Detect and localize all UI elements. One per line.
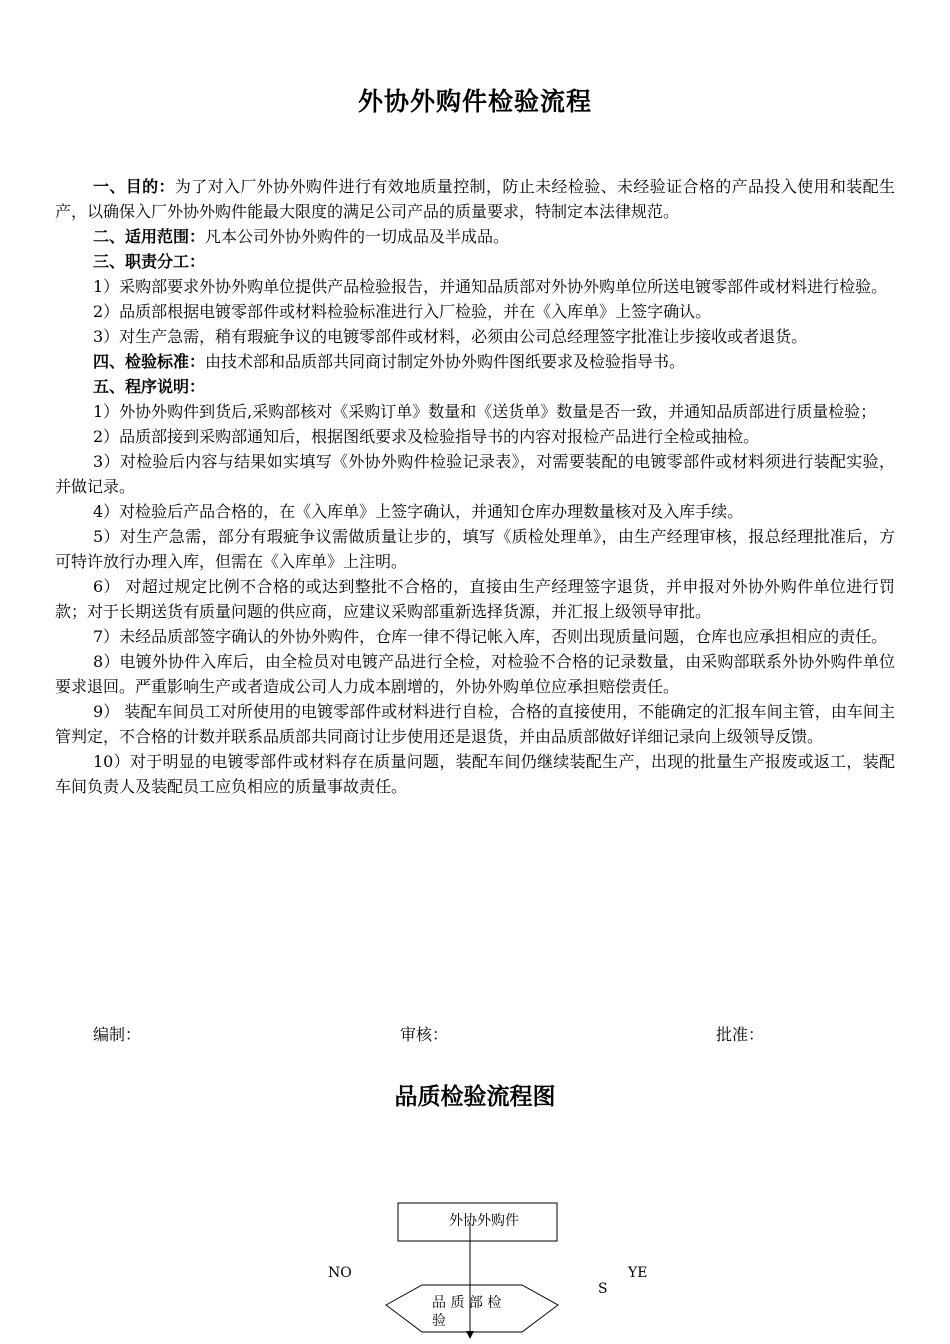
document-paragraph	[55, 349, 895, 374]
paragraph-text: 8）电镀外协件入库后，由全检员对电镀产品进行全检，对检验不合格的记录数量，由采购部联系外协外购件单位要求退回。严重影响生产或者造成公司人力成本剧增的，外协外购单位应承担赔偿责任。	[55, 652, 895, 696]
flow-node-inspect-label-line2: 验	[432, 1313, 446, 1329]
paragraph-text: 1）采购部要求外协外购单位提供产品检验报告，并通知品质部对外协外购单位所送电镀零部件或材料进行检验。	[93, 277, 888, 296]
document-paragraph	[55, 324, 895, 349]
paragraph-text: 10）对于明显的电镀零部件或材料存在质量问题，装配车间仍继续装配生产，出现的批量生产报废或返工，装配车间负责人及装配员工应负相应的质量事故责任。	[55, 752, 895, 796]
section-heading: 五、程序说明：	[93, 377, 206, 396]
signature-row	[0, 1022, 950, 1048]
section-heading: 三、职责分工：	[93, 252, 206, 271]
paragraph-text: 7）未经品质部签字确认的外协外购件，仓库一律不得记帐入库，否则出现质量问题，仓库也应承担相应的责任。	[93, 627, 888, 646]
document-paragraph	[55, 249, 895, 274]
document-paragraph	[55, 574, 895, 624]
paragraph-text: 1）外协外购件到货后,采购部核对《采购订单》数量和《送货单》数量是否一致，并通知品质部进行质量检验；	[93, 402, 877, 421]
document-paragraph	[55, 449, 895, 499]
section-heading: 一、目的：	[93, 177, 175, 196]
flow-label-yes-part2: S	[598, 1281, 608, 1297]
flow-arrow-head	[466, 1331, 474, 1339]
document-paragraph	[55, 299, 895, 324]
section-heading: 二、适用范围：	[93, 227, 206, 246]
paragraph-text: 为了对入厂外协外购件进行有效地质量控制，防止未经检验、未经验证合格的产品投入使用和装配生产，以确保入厂外协外购件能最大限度的满足公司产品的质量要求，特制定本法律规范。	[55, 177, 895, 221]
paragraph-text: 4）对检验后产品合格的，在《入库单》上签字确认，并通知仓库办理数量核对及入库手续。	[93, 502, 744, 521]
flow-label-yes-part1: YE	[628, 1265, 648, 1281]
paragraph-text: 由技术部和品质部共同商讨制定外协外购件图纸要求及检验指导书。	[205, 352, 686, 371]
paragraph-text: 6） 对超过规定比例不合格的或达到整批不合格的，直接由生产经理签字退货，并申报对外协外购件单位进行罚款；对于长期送货有质量问题的供应商，应建议采购部重新选择货源，并汇报上级领导审批。	[55, 577, 895, 621]
paragraph-text: 9） 装配车间员工对所使用的电镀零部件或材料进行自检，合格的直接使用，不能确定的汇报车间主管，由车间主管判定，不合格的计数并联系品质部共同商讨让步使用还是退货，并由品质部做好详细记录向上级领导反馈。	[55, 702, 895, 746]
paragraph-text: 2）品质部根据电镀零部件或材料检验标准进行入厂检验，并在《入库单》上签字确认。	[93, 302, 712, 321]
document-paragraph	[55, 374, 895, 399]
document-paragraph	[55, 174, 895, 224]
document-paragraph	[55, 749, 895, 799]
document-paragraph	[55, 274, 895, 299]
paragraph-text: 3）对检验后内容与结果如实填写《外协外购件检验记录表》，对需要装配的电镀零部件或材料须进行装配实验，并做记录。	[55, 452, 895, 496]
approved-by-label: 批准：	[716, 1025, 765, 1044]
paragraph-text: 5）对生产急需，部分有瑕疵争议需做质量让步的，填写《质检处理单》，由生产经理审核，报总经理批准后，方可特许放行办理入库，但需在《入库单》上注明。	[55, 527, 895, 571]
flow-node-inspect-label-line1: 品 质 部 检	[432, 1295, 502, 1311]
document-paragraph	[55, 499, 895, 524]
reviewed-by-label: 审核：	[400, 1025, 449, 1044]
document-body	[55, 174, 895, 799]
document-paragraph	[55, 424, 895, 449]
document-paragraph	[55, 224, 895, 249]
section-heading: 四、检验标准：	[93, 352, 206, 371]
paragraph-text: 2）品质部接到采购部通知后，根据图纸要求及检验指导书的内容对报检产品进行全检或抽检。	[93, 427, 760, 446]
document-paragraph	[55, 624, 895, 649]
document-paragraph	[55, 399, 895, 424]
flowchart	[0, 1180, 950, 1344]
flow-label-no: NO	[328, 1265, 352, 1281]
flow-node-start-label: 外协外购件	[449, 1213, 519, 1229]
document-title: 外协外购件检验流程	[357, 87, 592, 116]
document-paragraph	[55, 649, 895, 699]
flowchart-title: 品质检验流程图	[394, 1083, 556, 1110]
paragraph-text: 3）对生产急需，稍有瑕疵争议的电镀零部件或材料，必须由公司总经理签字批准让步接收或者退货。	[93, 327, 808, 346]
prepared-by-label: 编制：	[93, 1025, 142, 1044]
document-paragraph	[55, 524, 895, 574]
paragraph-text: 凡本公司外协外购件的一切成品及半成品。	[205, 227, 510, 246]
document-paragraph	[55, 699, 895, 749]
